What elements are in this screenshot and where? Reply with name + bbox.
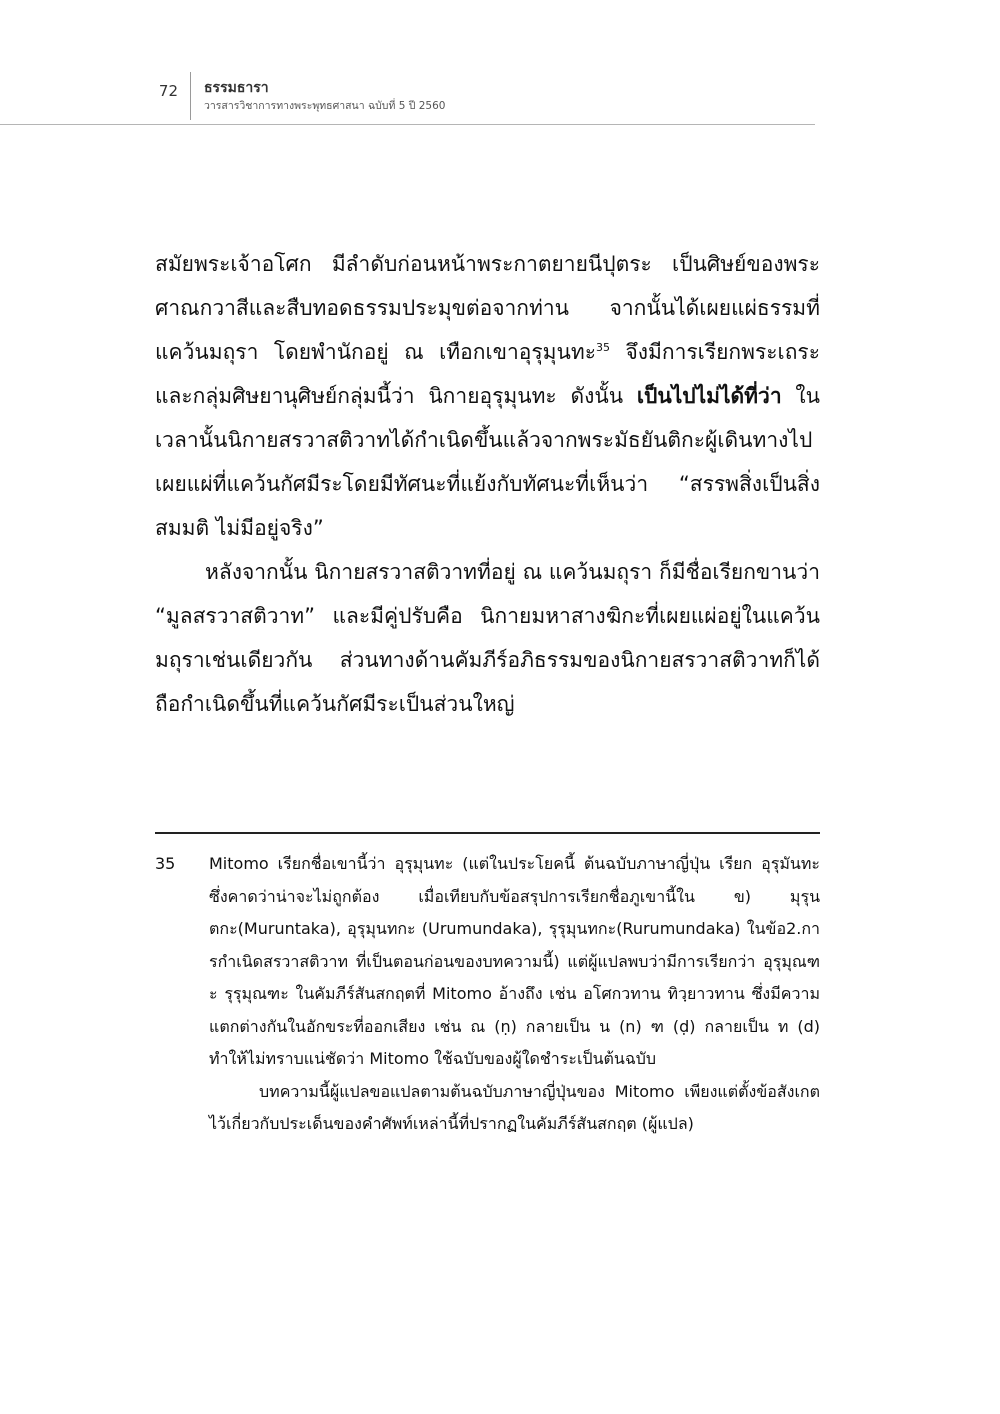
footnote-number: 35: [155, 854, 176, 873]
page-header: [0, 68, 1000, 126]
journal-subtitle: วารสารวิชาการทางพระพุทธศาสนา ฉบับที่ 5 ปี 2560: [204, 100, 446, 112]
main-text: [155, 242, 820, 726]
journal-title: ธรรมธารา: [204, 80, 269, 96]
paragraph-2: หลังจากนั้น นิกายสรวาสติวาทที่อยู่ ณ แคว้นมถุรา ก็มีชื่อเรียกขานว่า “มูลสรวาสติวาท” และมีคู่ปรับคือ นิกายมหาสางฆิกะที่เผยแผ่อยู่ในแคว้นมถุราเช่นเดียวกัน ส่วนทางด้านคัมภีร์อภิธรรมของนิกายสรวาสติวาทก็ได้ถือกำเนิดขึ้นที่แคว้นกัศมีระเป็นส่วนใหญ่: [155, 560, 820, 716]
footnote-body: [209, 848, 820, 1141]
footnote-35: [155, 848, 820, 1141]
paragraph-1-text-c: ในเวลานั้นนิกายสรวาสติวาทได้กำเนิดขึ้นแล้วจากพระมัธยันติกะผู้เดินทางไปเผยแผ่ที่แคว้นกัศมีระโดยมีทัศนะที่แย้งกับทัศนะที่เห็นว่า “สรรพสิ่งเป็นสิ่งสมมติ ไม่มีอยู่จริง”: [155, 384, 820, 540]
paragraph-1-text-a: สมัยพระเจ้าอโศก มีลำดับก่อนหน้าพระกาตยายนีปุตระ เป็นศิษย์ของพระศาณกวาสีและสืบทอดธรรมประมุขต่อจากท่าน จากนั้นได้เผยแผ่ธรรมที่แคว้นมถุรา โดยพำนักอยู่ ณ เทือกเขาอุรุมุนทะ: [155, 252, 820, 364]
footnote-reference-35[interactable]: 35: [596, 341, 610, 354]
header-vertical-divider: [190, 72, 191, 120]
page-number: 72: [158, 82, 178, 100]
header-rule: [0, 124, 815, 125]
footnote-paragraph-2: บทความนี้ผู้แปลขอแปลตามต้นฉบับภาษาญี่ปุ่นของ Mitomo เพียงแต่ตั้งข้อสังเกตไว้เกี่ยวกับประเด็นของคำศัพท์เหล่านี้ที่ปรากฏในคัมภีร์สันสกฤต (ผู้แปล): [209, 1081, 820, 1133]
footnote-separator: [155, 832, 820, 834]
emphasis-text: เป็นไปไม่ได้ที่ว่า: [636, 384, 782, 408]
footnote-paragraph-1: Mitomo เรียกชื่อเขานี้ว่า อุรุมุนทะ (แต่ในประโยคนี้ ต้นฉบับภาษาญี่ปุ่น เรียก อุรุมันทะ ซึ่งคาดว่าน่าจะไม่ถูกต้อง เมื่อเทียบกับข้อสรุปการเรียกชื่อภูเขานี้ใน ข) มุรุนตกะ(Muruntaka), อุรุมุนทกะ (Urumundaka), รุรุมุนทกะ(Rurumundaka) ในข้อ2.การกำเนิดสรวาสติวาท ที่เป็นตอนก่อนของบทความนี้) แต่ผู้แปลพบว่ามีการเรียกว่า อุรุมุณฑะ รุรุมุณฑะ ในคัมภีร์สันสกฤตที่ Mitomo อ้างถึง เช่น อโศกวทาน ทิวฺยาวทาน ซึ่งมีความแตกต่างกันในอักขระที่ออกเสียง เช่น ณ (ṇ) กลายเป็น น (n) ฑ (ḍ) กลายเป็น ท (d) ทำให้ไม่ทราบแน่ชัดว่า Mitomo ใช้ฉบับของผู้ใดชำระเป็นต้นฉบับ: [209, 854, 820, 1068]
paragraph-1-text-b: จึงมีการเรียกพระเถระและกลุ่มศิษยานุศิษย์กลุ่มนี้ว่า นิกายอุรุมุนทะ ดังนั้น: [155, 340, 820, 408]
paragraph-1: [155, 242, 820, 550]
